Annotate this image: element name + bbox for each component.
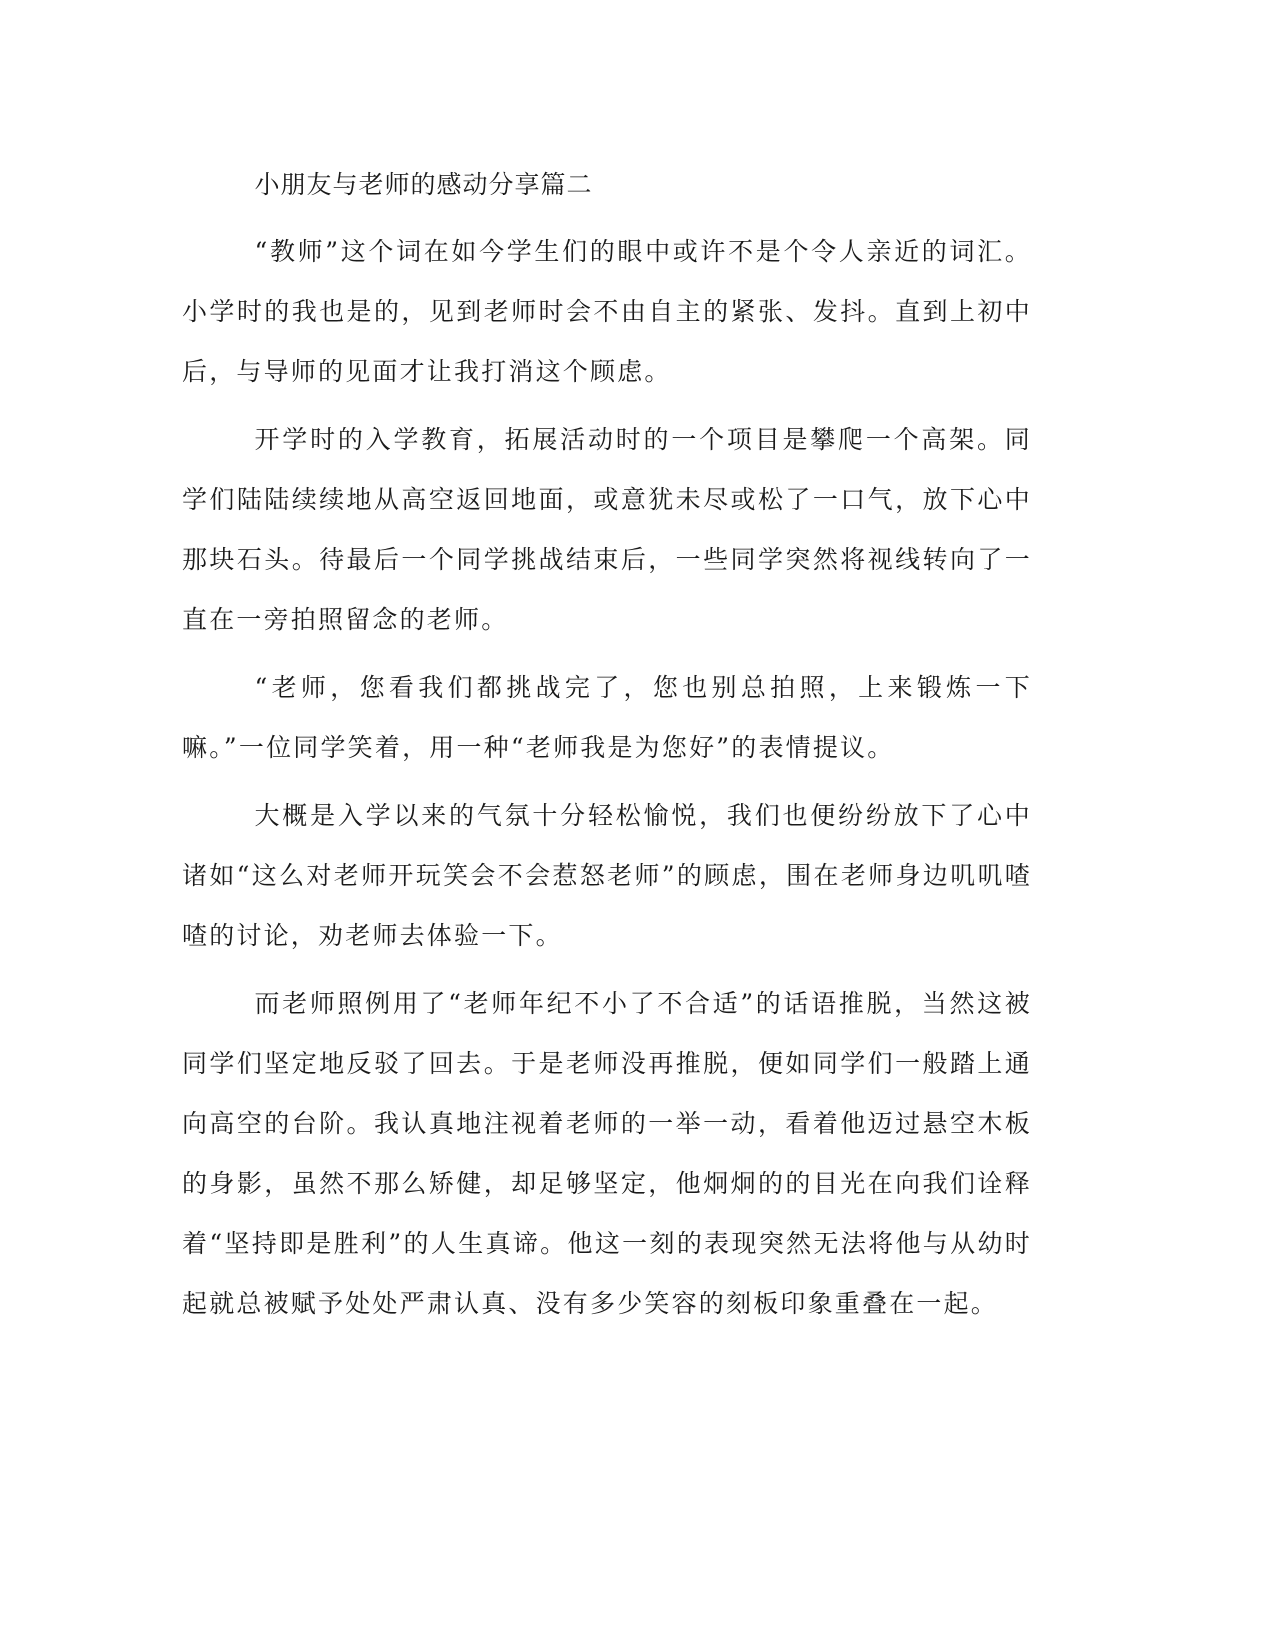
paragraph-1: “教师”这个词在如今学生们的眼中或许不是个令人亲近的词汇。小学时的我也是的，见到老师时会不由自主的紧张、发抖。直到上初中后，与导师的见面才让我打消这个顾虑。 (182, 237, 1032, 386)
document-body (182, 160, 1032, 1342)
paragraph-3: “老师，您看我们都挑战完了，您也别总拍照，上来锻炼一下嘛。”一位同学笑着，用一种“老师我是为您好”的表情提议。 (182, 673, 1032, 762)
paragraph-2: 开学时的入学教育，拓展活动时的一个项目是攀爬一个高架。同学们陆陆续续地从高空返回地面，或意犹未尽或松了一口气，放下心中那块石头。待最后一个同学挑战结束后，一些同学突然将视线转向了一直在一旁拍照留念的老师。 (182, 425, 1032, 634)
paragraph-4: 大概是入学以来的气氛十分轻松愉悦，我们也便纷纷放下了心中诸如“这么对老师开玩笑会不会惹怒老师”的顾虑，围在老师身边叽叽喳喳的讨论，劝老师去体验一下。 (182, 801, 1032, 950)
paragraph-5: 而老师照例用了“老师年纪不小了不合适”的话语推脱，当然这被同学们坚定地反驳了回去。于是老师没再推脱，便如同学们一般踏上通向高空的台阶。我认真地注视着老师的一举一动，看着他迈过悬空木板的身影，虽然不那么矫健，却足够坚定，他炯炯的的目光在向我们诠释着“坚持即是胜利”的人生真谛。他这一刻的表现突然无法将他与从幼时起就总被赋予处处严肃认真、没有多少笑容的刻板印象重叠在一起。 (182, 989, 1032, 1318)
document-title: 小朋友与老师的感动分享篇二 (254, 170, 593, 199)
